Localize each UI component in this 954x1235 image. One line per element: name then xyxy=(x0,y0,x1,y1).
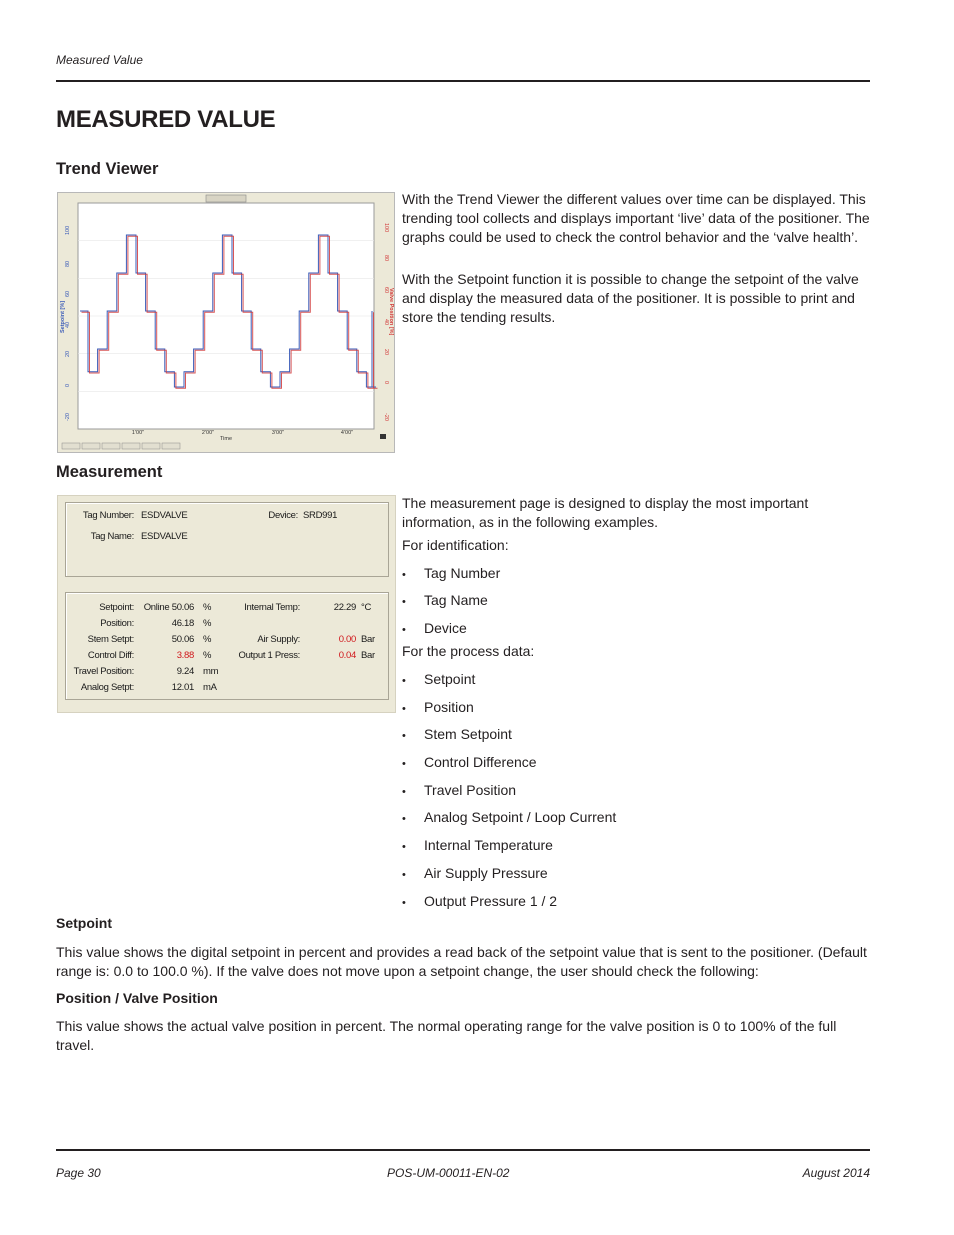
page-number: Page 30 xyxy=(56,1166,101,1180)
y-tick-right: 80 xyxy=(383,255,389,262)
list-item: • Control Difference xyxy=(402,754,537,770)
list-item: • Output Pressure 1 / 2 xyxy=(402,893,558,909)
internal-temp-unit: °C xyxy=(361,602,372,613)
x-axis-label: Time xyxy=(219,436,233,442)
process-data-label: For the process data: xyxy=(402,643,535,659)
trend-bottom-tabs[interactable] xyxy=(62,443,180,449)
setpoint-label: Setpoint: xyxy=(99,602,134,613)
y-tick-left: 0 xyxy=(65,383,71,387)
list-item: • Tag Name xyxy=(402,592,488,608)
y-tick-left: 40 xyxy=(65,321,71,328)
x-tick: 4'00" xyxy=(340,430,354,436)
trend-viewer-graphic xyxy=(58,193,396,454)
position-label: Position: xyxy=(100,618,134,629)
air-supply-label: Air Supply: xyxy=(257,634,300,645)
trend-viewer-heading: Trend Viewer xyxy=(56,160,159,178)
y-tick-right: 0 xyxy=(383,381,389,385)
y-tick-right: 20 xyxy=(383,349,389,356)
list-item: • Analog Setpoint / Loop Current xyxy=(402,809,617,825)
y-tick-left: 80 xyxy=(65,260,71,267)
stem-setpoint-label: Stem Setpt: xyxy=(87,634,134,645)
y-tick-left: 60 xyxy=(65,290,71,297)
control-diff-value: 3.88 xyxy=(176,650,194,661)
y-tick-right: 40 xyxy=(383,319,389,326)
stem-setpoint-value: 50.06 xyxy=(171,634,194,645)
list-item: • Internal Temperature xyxy=(402,837,553,853)
left-axis-label: Setpoint [%] xyxy=(60,300,66,333)
air-supply-unit: Bar xyxy=(361,634,375,645)
analog-setpoint-label: Analog Setpt: xyxy=(80,682,134,693)
control-diff-label: Control Diff: xyxy=(87,650,134,661)
measurement-screenshot xyxy=(57,495,396,713)
y-tick-left: -20 xyxy=(65,413,71,421)
document-id: POS-UM-00011-EN-02 xyxy=(387,1166,510,1180)
x-tick: 3'00" xyxy=(271,430,285,436)
right-axis-label: Valve Position [%] xyxy=(388,288,394,336)
list-item: • Device xyxy=(402,620,467,636)
list-item: • Air Supply Pressure xyxy=(402,865,548,881)
identification-label: For identification: xyxy=(402,537,509,553)
list-item: • Tag Number xyxy=(402,565,501,581)
x-tick: 2'00" xyxy=(201,430,215,436)
trend-toolbar xyxy=(206,195,246,202)
travel-position-value: 9.24 xyxy=(176,666,194,677)
list-item: • Setpoint xyxy=(402,671,476,687)
list-item: • Stem Setpoint xyxy=(402,726,512,742)
control-diff-unit: % xyxy=(203,650,212,661)
y-tick-left: 100 xyxy=(65,225,71,235)
footer-rule xyxy=(56,1149,870,1151)
y-tick-right: 100 xyxy=(383,223,389,233)
position-value: 46.18 xyxy=(171,618,194,629)
y-tick-right: 60 xyxy=(383,287,389,294)
analog-setpoint-value: 12.01 xyxy=(171,682,194,693)
air-supply-value: 0.00 xyxy=(338,634,356,645)
setpoint-heading: Setpoint xyxy=(56,915,112,931)
measurement-intro: The measurement page is designed to display the most important information, as in the following examples. xyxy=(402,495,809,530)
tag-number-value: ESDVALVE xyxy=(141,510,188,521)
trend-viewer-paragraph-1: With the Trend Viewer the different values over time can be displayed. This trending tool collects and displays important ‘live’ data of the positioner. The graphs could be used to check the control behavior and the ‘valve health’. xyxy=(402,191,870,245)
printer-icon[interactable] xyxy=(380,434,386,439)
stem-setpoint-unit: % xyxy=(203,634,212,645)
output-1-press-label: Output 1 Press: xyxy=(238,650,300,661)
position-text: This value shows the actual valve position in percent. The normal operating range for the valve position is 0 to 100% of the full travel. xyxy=(56,1018,837,1053)
travel-position-unit: mm xyxy=(203,666,219,677)
measurement-heading: Measurement xyxy=(56,463,163,481)
travel-position-label: Travel Position: xyxy=(73,666,134,677)
output-1-press-unit: Bar xyxy=(361,650,375,661)
x-tick: 1'00" xyxy=(131,430,145,436)
tag-name-label: Tag Name: xyxy=(90,531,134,542)
document-date: August 2014 xyxy=(802,1166,870,1180)
y-tick-right: -20 xyxy=(383,413,389,421)
tag-number-label: Tag Number: xyxy=(82,510,134,521)
output-1-press-value: 0.04 xyxy=(338,650,356,661)
setpoint-unit: % xyxy=(203,602,212,613)
analog-setpoint-unit: mA xyxy=(203,682,217,693)
trend-viewer-screenshot xyxy=(57,192,395,453)
list-item: • Travel Position xyxy=(402,782,517,798)
device-value: SRD991 xyxy=(303,510,338,521)
position-heading: Position / Valve Position xyxy=(56,990,218,1006)
setpoint-text: This value shows the digital setpoint in percent and provides a read back of the setpoint value that is sent to the positioner. (Default range is: 0.0 to 100.0 %). If the valve does not move upon a setpoint change, the user should check the following: xyxy=(56,944,867,979)
header-rule xyxy=(56,80,870,82)
device-label: Device: xyxy=(268,510,298,521)
y-tick-left: 20 xyxy=(65,350,71,357)
running-header-title: Measured Value xyxy=(56,53,143,67)
page-title: MEASURED VALUE xyxy=(56,106,276,133)
setpoint-value: Online 50.06 xyxy=(143,602,194,613)
position-unit: % xyxy=(203,618,212,629)
tag-name-value: ESDVALVE xyxy=(141,531,188,542)
internal-temp-value: 22.29 xyxy=(333,602,356,613)
internal-temp-label: Internal Temp: xyxy=(244,602,300,613)
list-item: • Position xyxy=(402,699,474,715)
trend-viewer-paragraph-2: With the Setpoint function it is possible to change the setpoint of the valve and display the measured data of the positioner. It is possible to print and store the tending results. xyxy=(402,271,859,325)
